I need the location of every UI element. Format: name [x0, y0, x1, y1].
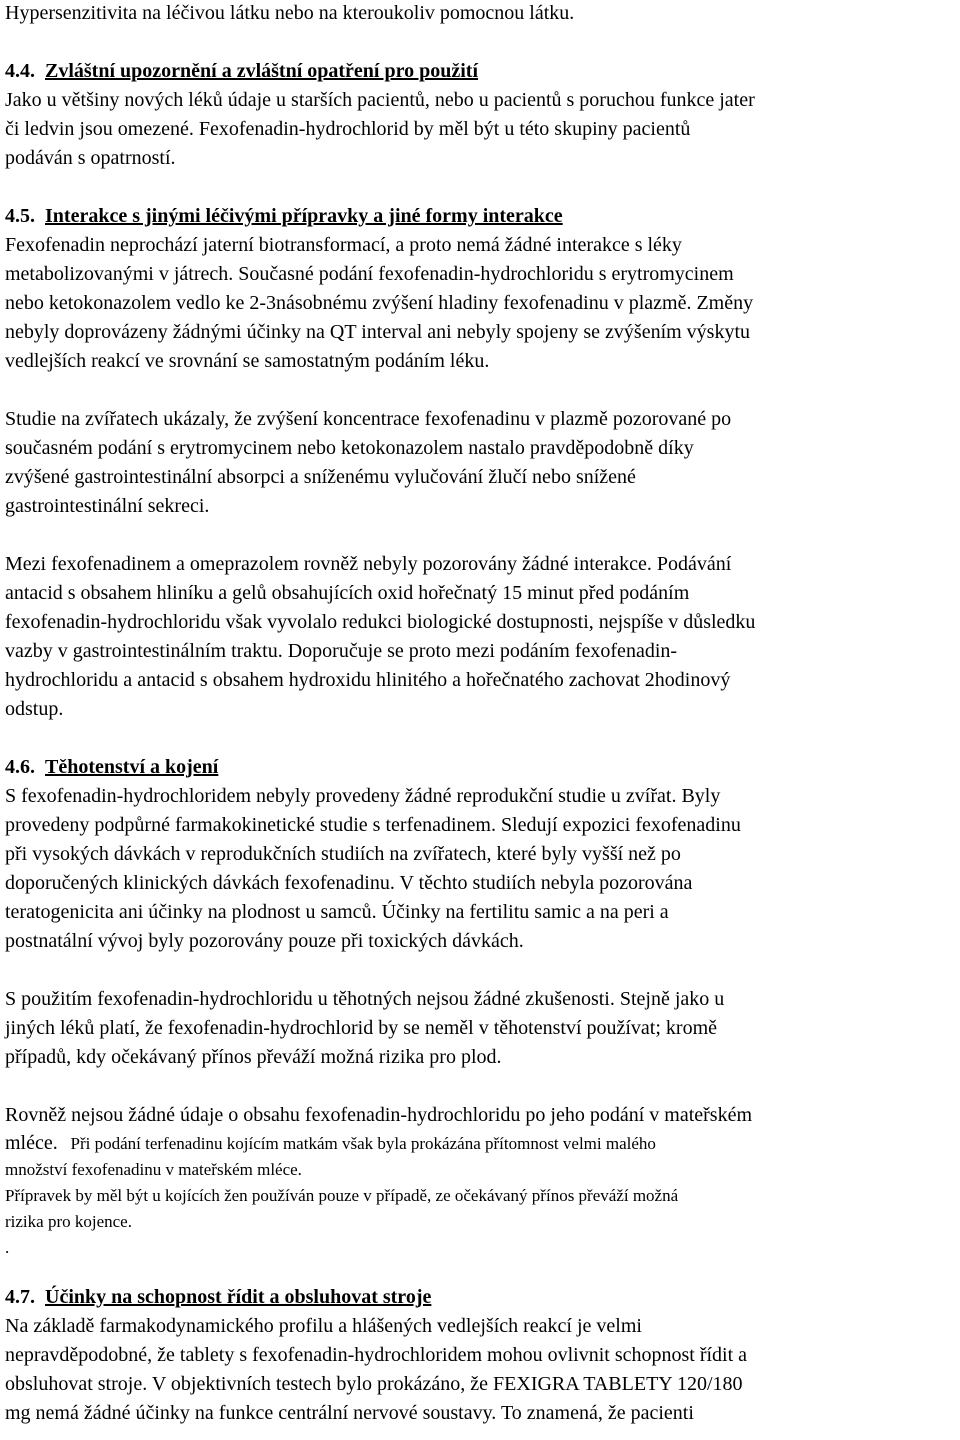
paragraph-line: vedlejších reakcí ve srovnání se samostatným podáním léku.	[5, 350, 490, 372]
paragraph-line: nebo ketokonazolem vedlo ke 2-3násobnému zvýšení hladiny fexofenadinu v plazmě. Změny	[5, 292, 754, 314]
paragraph-line: hydrochloridu a antacid s obsahem hydroxidu hlinitého a hořečnatého zachovat 2hodinový	[5, 669, 731, 691]
intro-line: Hypersenzitivita na léčivou látku nebo na kteroukoliv pomocnou látku.	[5, 2, 575, 24]
paragraph-line: antacid s obsahem hliníku a gelů obsahujících oxid hořečnatý 15 minut před podáním	[5, 582, 690, 604]
paragraph-line: Rovněž nejsou žádné údaje o obsahu fexofenadin-hydrochloridu po jeho podání v mateřském	[5, 1104, 753, 1126]
section-4-5-heading	[5, 202, 955, 231]
section-4-6-heading	[5, 753, 955, 782]
paragraph-line: odstup.	[5, 698, 64, 720]
paragraph-line: nepravděpodobné, že tablety s fexofenadin-hydrochloridem mohou ovlivnit schopnost řídit a	[5, 1344, 748, 1366]
paragraph-line: zvýšené gastrointestinální absorpci a sníženému vylučování žlučí nebo snížené	[5, 466, 636, 488]
paragraph-line: postnatální vývoj byly pozorovány pouze při toxických dávkách.	[5, 930, 524, 952]
paragraph-line: Na základě farmakodynamického profilu a hlášených vedlejších reakcí je velmi	[5, 1315, 642, 1337]
paragraph-line: či ledvin jsou omezené. Fexofenadin-hydrochlorid by měl být u této skupiny pacientů	[5, 118, 691, 140]
paragraph-line: S použitím fexofenadin-hydrochloridu u těhotných nejsou žádné zkušenosti. Stejně jako u	[5, 988, 725, 1010]
paragraph-line: teratogenicita ani účinky na plodnost u samců. Účinky na fertilitu samic a na peri a	[5, 901, 669, 923]
paragraph-line: Studie na zvířatech ukázaly, že zvýšení koncentrace fexofenadinu v plazmě pozorované po	[5, 408, 732, 430]
paragraph-line: mléce. Při podání terfenadinu kojícím matkám však byla prokázána přítomnost velmi malého	[5, 1132, 656, 1154]
section-4-4-heading	[5, 57, 955, 86]
paragraph-line: při vysokých dávkách v reprodukčních studiích na zvířatech, které byly vyšší než po	[5, 843, 681, 865]
paragraph-line: obsluhovat stroje. V objektivních testech bylo prokázáno, že FEXIGRA TABLETY 120/180	[5, 1373, 743, 1395]
paragraph-line: jiných léků platí, že fexofenadin-hydrochlorid by se neměl v těhotenství používat; kromě	[5, 1017, 718, 1039]
paragraph-line: mg nemá žádné účinky na funkce centrální nervové soustavy. To znamená, že pacienti	[5, 1402, 694, 1424]
document-page	[5, 0, 955, 1428]
paragraph-line: Mezi fexofenadinem a omeprazolem rovněž nebyly pozorovány žádné interakce. Podávání	[5, 553, 732, 575]
section-title: Těhotenství a kojení	[45, 756, 219, 778]
paragraph-line: množství fexofenadinu v mateřském mléce.	[5, 1160, 302, 1179]
section-number: 4.5.	[5, 205, 35, 227]
paragraph-line: fexofenadin-hydrochloridu však vyvolalo redukci biologické dostupnosti, nejspíše v důsledku	[5, 611, 756, 633]
paragraph-line: Fexofenadin neprochází jaterní biotransformací, a proto nemá žádné interakce s léky	[5, 234, 682, 256]
section-title: Účinky na schopnost řídit a obsluhovat stroje	[45, 1286, 432, 1308]
section-number: 4.4.	[5, 60, 35, 82]
section-4-7-heading	[5, 1283, 955, 1312]
paragraph-line: vazby v gastrointestinálním traktu. Doporučuje se proto mezi podáním fexofenadin-	[5, 640, 678, 662]
paragraph-line: podáván s opatrností.	[5, 147, 176, 169]
paragraph-line: Jako u většiny nových léků údaje u starších pacientů, nebo u pacientů s poruchou funkce jater	[5, 89, 755, 111]
paragraph-line: metabolizovanými v játrech. Současné podání fexofenadin-hydrochloridu s erytromycinem	[5, 263, 734, 285]
paragraph-line: nebyly doprovázeny žádnými účinky na QT interval ani nebyly spojeny se zvýšením výskytu	[5, 321, 751, 343]
stray-dot: .	[5, 1238, 10, 1257]
section-title: Zvláštní upozornění a zvláštní opatření pro použití	[45, 60, 479, 82]
paragraph-line: současném podání s erytromycinem nebo ketokonazolem nastalo pravděpodobně díky	[5, 437, 694, 459]
paragraph-line: případů, kdy očekávaný přínos převáží možná rizika pro plod.	[5, 1046, 502, 1068]
section-number: 4.6.	[5, 756, 35, 778]
paragraph-line: doporučených klinických dávkách fexofenadinu. V těchto studiích nebyla pozorována	[5, 872, 693, 894]
section-title: Interakce s jinými léčivými přípravky a jiné formy interakce	[45, 205, 563, 227]
paragraph-line: S fexofenadin-hydrochloridem nebyly provedeny žádné reprodukční studie u zvířat. Byly	[5, 785, 721, 807]
paragraph-line: provedeny podpůrné farmakokinetické studie s terfenadinem. Sledují expozici fexofenadinu	[5, 814, 741, 836]
paragraph-line: gastrointestinální sekreci.	[5, 495, 210, 517]
paragraph-line: rizika pro kojence.	[5, 1212, 132, 1231]
paragraph-line: Přípravek by měl být u kojících žen používán pouze v případě, ze očekávaný přínos převáží možná	[5, 1186, 679, 1205]
section-number: 4.7.	[5, 1286, 35, 1308]
